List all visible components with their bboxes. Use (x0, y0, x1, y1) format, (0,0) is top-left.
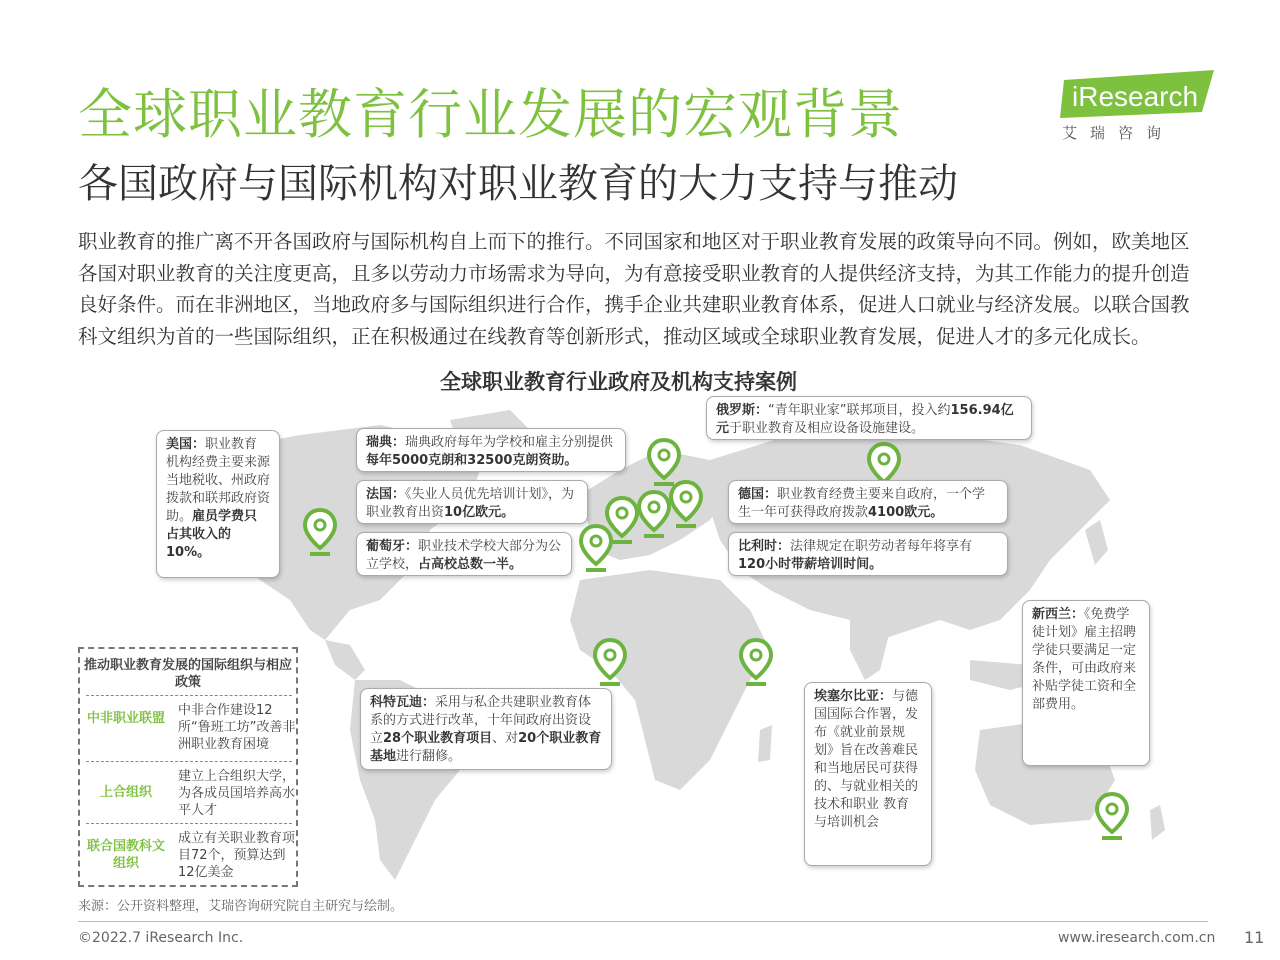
website-link[interactable]: www.iresearch.com.cn (1058, 930, 1216, 946)
international-organizations-box (78, 647, 298, 887)
callout-text: 采用与私企共建职业教育体系的方式进行改革，十年间政府出资设立 (370, 695, 592, 746)
callout-text: 职业技术学校大部分为公立学校， (366, 539, 562, 572)
source-note: 来源：公开资料整理，艾瑞咨询研究院自主研究与绘制。 (78, 899, 404, 914)
callout-country: 科特瓦迪： (370, 695, 436, 710)
logo-chinese-name: 艾瑞咨询 (1062, 124, 1175, 142)
callout-text: 职业教育经费主要来自政府，一个学生一年可获得政府拨款 (738, 487, 986, 520)
callout-france (356, 480, 588, 524)
callout-text: “青年职业家”联邦项目，投入约 (768, 403, 951, 418)
callout-country: 新西兰： (1032, 607, 1085, 622)
callout-highlight: 120小时带薪培训时间。 (738, 557, 883, 572)
callout-sweden (356, 428, 626, 472)
map-title: 全球职业教育行业政府及机构支持案例 (440, 370, 797, 394)
footer-divider (78, 921, 1208, 922)
callout-country: 瑞典： (366, 435, 406, 450)
policy-desc: 中非合作建设12所“鲁班工坊”改善非洲职业教育困境 (178, 703, 296, 752)
callout-highlight: 28个职业教育项目 (383, 731, 493, 746)
callout-text-mid: 、对 (492, 731, 519, 746)
callout-highlight-2: 20个职业教育基地 (370, 731, 602, 764)
callout-belgium (728, 532, 1008, 576)
page-number: 11 (1244, 928, 1265, 947)
policy-org: 上合组织 (99, 785, 152, 800)
callout-text: 与德国国际合作署，发布《就业前景规划》旨在改善难民和当地居民可获得的、与就业相关的技术和职业 教育与培训机会 (814, 689, 919, 830)
page-title: 全球职业教育行业发展的宏观背景 (78, 83, 903, 146)
callout-highlight: 占高校总数一半。 (418, 557, 523, 572)
location-pin-icon (302, 508, 338, 558)
callout-highlight: 雇员学费只占其收入的10%。 (166, 509, 258, 560)
callout-highlight: 10亿欧元。 (444, 505, 515, 520)
location-pin-icon (578, 524, 614, 574)
policy-desc: 成立有关职业教育项目72个，预算达到12亿美金 (178, 831, 296, 880)
intro-paragraph: 职业教育的推广离不开各国政府与国际机构自上而下的推行。不同国家和地区对于职业教育发展的政策导向不同。例如，欧美地区各国对职业教育的关注度更高，且多以劳动力市场需求为导向，为有意接受职业教育的人提供经济支持，为其工作能力的提升创造良好条件。而在非洲地区，当地政府多与国际组织进行合作，携手企业共建职业教育体系，促进人口就业与经济发展。以联合国教科文组织为首的一些国际组织，正在积极通过在线教育等创新形式，推动区域或全球职业教育发展，促进人才的多元化成长。 (78, 230, 1190, 348)
policy-org: 中非职业联盟 (86, 711, 165, 726)
policy-org: 联合国教科文组织 (86, 839, 165, 871)
callout-highlight: 156.94亿元 (716, 403, 1014, 436)
callout-country: 比利时： (738, 539, 791, 554)
callout-russia (706, 396, 1032, 440)
location-pin-icon (668, 480, 704, 530)
callout-usa (156, 430, 280, 578)
callout-highlight: 4100欧元。 (868, 505, 944, 520)
location-pin-icon (636, 490, 672, 540)
callout-highlight: 每年5000克朗和32500克朗资助。 (366, 453, 578, 468)
callout-text: 瑞典政府每年为学校和雇主分别提供 (405, 435, 614, 450)
callout-country: 俄罗斯： (716, 403, 769, 418)
copyright: ©2022.7 iResearch Inc. (78, 930, 244, 946)
callout-text-tail: 进行翻修。 (396, 749, 462, 764)
callout-country: 德国： (738, 487, 778, 502)
policy-desc: 建立上合组织大学，为各成员国培养高水平人才 (178, 769, 296, 818)
callout-text: 职业教育机构经费主要来源当地税收、州政府拨款和联邦政府资助。 (166, 437, 271, 524)
policy-row (86, 695, 296, 760)
callout-text-tail: 于职业教育及相应设备设施建设。 (729, 421, 925, 436)
callout-text: 法律规定在职劳动者每年将享有 (790, 539, 973, 554)
policy-row (86, 761, 296, 822)
page-subtitle: 各国政府与国际机构对职业教育的大力支持与推动 (78, 161, 958, 207)
callout-country: 埃塞尔比亚： (814, 689, 893, 704)
svg-text:iResearch: iResearch (1072, 81, 1199, 112)
location-pin-icon (592, 638, 628, 688)
callout-country: 法国： (366, 487, 406, 502)
callout-germany (728, 480, 1008, 524)
location-pin-icon (1094, 792, 1130, 842)
callout-country: 葡萄牙： (366, 539, 419, 554)
location-pin-icon (738, 638, 774, 688)
callout-text: 《失业人员优先培训计划》，为职业教育出资 (366, 487, 575, 520)
callout-cotedivoire (360, 688, 612, 770)
policy-box-heading: 推动职业教育发展的国际组织与相应政策 (83, 658, 292, 690)
callout-ethiopia (804, 682, 932, 866)
callout-portugal (356, 532, 572, 576)
callout-newzealand (1022, 600, 1150, 766)
callout-country: 美国： (166, 437, 206, 452)
callout-text: 《免费学徒计划》雇主招聘学徒只要满足一定条件，可由政府来补贴学徒工资和全部费用。 (1032, 607, 1137, 712)
policy-row (86, 823, 296, 884)
